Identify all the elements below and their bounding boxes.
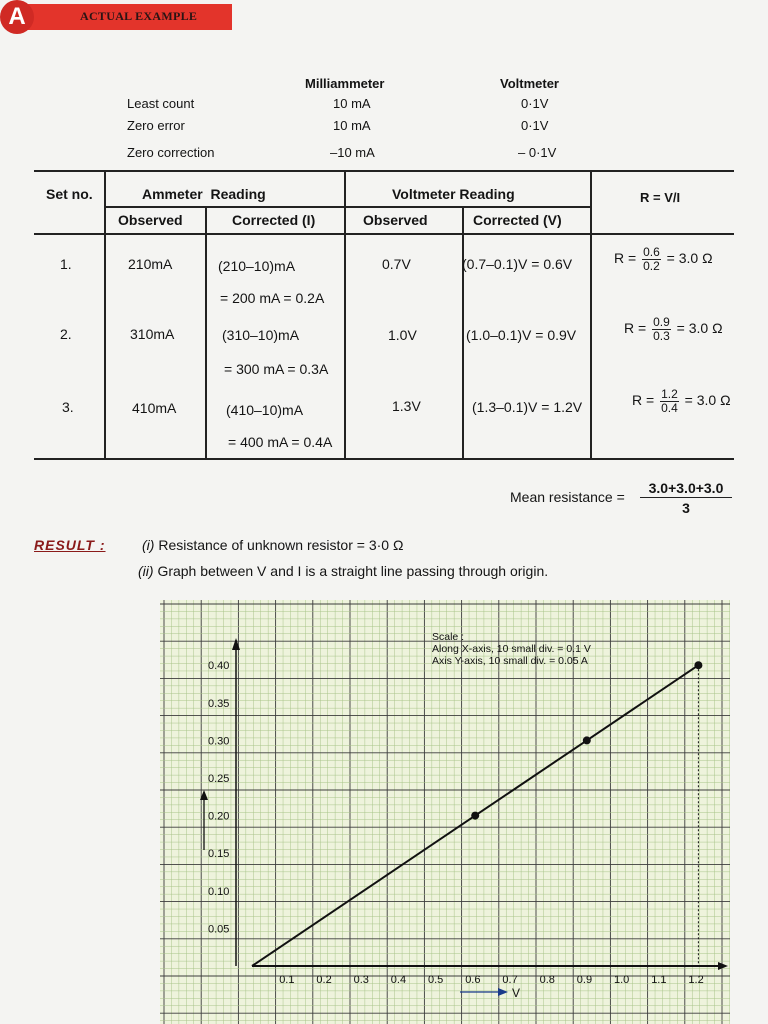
result-item-1-prefix: (i)	[142, 537, 155, 553]
x-tick-label: 0.4	[390, 974, 407, 986]
y-tick-label: 0.40	[208, 660, 230, 673]
row2-ammeter-corrected-result: = 300 mA = 0.3A	[224, 361, 329, 377]
result-item-2	[138, 563, 548, 579]
voltmeter-reading-header: Voltmeter Reading	[392, 186, 515, 202]
result-label: RESULT :	[34, 537, 106, 553]
data-point	[471, 812, 479, 820]
row3-voltmeter-corrected: (1.3–0.1)V = 1.2V	[472, 399, 583, 415]
row2-voltmeter-observed: 1.0V	[388, 327, 417, 343]
zero-error-milli: 10 mA	[333, 118, 371, 133]
mean-denominator: 3	[682, 500, 690, 516]
table-col-line	[344, 170, 346, 458]
scale-x-note: Along X-axis, 10 small div. = 0.1 V	[432, 643, 591, 655]
x-tick-label: 0.9	[576, 974, 593, 986]
r-fraction	[642, 246, 661, 273]
r-header: R = V/I	[640, 190, 681, 205]
row1-ammeter-corrected-result: = 200 mA = 0.2A	[220, 290, 325, 306]
r-result: = 3.0 Ω	[676, 320, 723, 337]
data-point	[583, 736, 591, 744]
r-result: = 3.0 Ω	[684, 392, 731, 409]
ammeter-header: Ammeter Reading	[142, 186, 266, 202]
x-tick-label: 0.1	[279, 974, 295, 986]
row3-voltmeter-observed: 1.3V	[392, 398, 421, 414]
row2-setno: 2.	[60, 326, 72, 342]
result-item-1	[142, 537, 403, 553]
r-fraction	[660, 388, 679, 415]
mean-resistance-label: Mean resistance =	[510, 489, 625, 505]
y-tick-label: 0.30	[208, 735, 230, 748]
ammeter-corrected-header: Corrected (I)	[232, 212, 316, 228]
setno-header: Set no.	[46, 186, 93, 202]
row2-voltmeter-corrected: (1.0–0.1)V = 0.9V	[466, 327, 577, 343]
x-tick-label: 0.6	[465, 974, 481, 986]
r-prefix: R =	[614, 250, 637, 267]
table-col-line	[590, 170, 592, 458]
row1-voltmeter-corrected: (0.7–0.1)V = 0.6V	[462, 256, 573, 272]
x-tick-label: 1.1	[651, 974, 667, 986]
row1-setno: 1.	[60, 256, 72, 272]
table-sub-rule	[104, 206, 590, 208]
row2-ammeter-observed: 310mA	[130, 326, 175, 342]
table-col-line	[205, 206, 207, 458]
table-head-rule	[34, 233, 734, 235]
r-prefix: R =	[632, 392, 655, 409]
row1-ammeter-observed: 210mA	[128, 256, 173, 272]
row3-ammeter-corrected: (410–10)mA	[226, 402, 304, 418]
y-tick-label: 0.20	[208, 810, 230, 823]
y-tick-label: 0.05	[208, 923, 230, 936]
row1-resistance	[614, 246, 713, 273]
y-tick-label: 0.15	[208, 848, 230, 861]
row2-resistance	[624, 316, 723, 343]
x-tick-label: 0.3	[353, 974, 369, 986]
ammeter-observed-header: Observed	[118, 212, 183, 228]
result-item-1-text: Resistance of unknown resistor = 3·0 Ω	[158, 537, 404, 553]
r-denominator: 0.2	[643, 259, 660, 273]
zero-error-volt: 0·1V	[521, 118, 549, 133]
voltmeter-corrected-header: Corrected (V)	[473, 212, 562, 228]
r-fraction	[652, 316, 671, 343]
x-tick-label: 0.7	[502, 974, 518, 986]
r-denominator: 0.4	[661, 401, 678, 415]
zero-error-label: Zero error	[127, 118, 185, 133]
row3-setno: 3.	[62, 399, 74, 415]
x-tick-label: 1.0	[614, 974, 630, 986]
table-top-rule	[34, 170, 734, 172]
mean-numerator: 3.0+3.0+3.0	[640, 480, 732, 498]
row3-ammeter-observed: 410mA	[132, 400, 177, 416]
vi-graph	[160, 600, 730, 1024]
least-count-volt: 0·1V	[521, 96, 549, 111]
scale-title: Scale :	[432, 631, 465, 643]
r-denominator: 0.3	[653, 329, 670, 343]
r-numerator: 0.6	[643, 245, 660, 259]
row3-ammeter-corrected-result: = 400 mA = 0.4A	[228, 434, 333, 450]
least-count-milli: 10 mA	[333, 96, 371, 111]
zero-correction-milli: –10 mA	[330, 145, 375, 160]
table-col-line	[462, 206, 464, 458]
zero-correction-label: Zero correction	[127, 145, 215, 160]
table-bottom-rule	[34, 458, 734, 460]
voltmeter-observed-header: Observed	[363, 212, 428, 228]
row1-ammeter-corrected: (210–10)mA	[218, 258, 296, 274]
banner-title: ACTUAL EXAMPLE	[80, 9, 198, 23]
banner-letter: A	[0, 0, 34, 34]
milliammeter-header: Milliammeter	[305, 76, 385, 91]
y-tick-label: 0.35	[208, 697, 230, 710]
x-tick-label: 0.5	[428, 974, 444, 986]
row2-ammeter-corrected: (310–10)mA	[222, 327, 300, 343]
x-tick-label: 0.2	[316, 974, 332, 986]
r-prefix: R =	[624, 320, 647, 337]
zero-correction-volt: – 0·1V	[518, 145, 557, 160]
scale-y-note: Axis Y-axis, 10 small div. = 0.05 A	[432, 655, 588, 667]
table-col-line	[104, 170, 106, 458]
row1-voltmeter-observed: 0.7V	[382, 256, 411, 272]
voltmeter-header: Voltmeter	[500, 76, 559, 91]
least-count-label: Least count	[127, 96, 195, 111]
row3-resistance	[632, 388, 731, 415]
result-item-2-text: Graph between V and I is a straight line passing through origin.	[157, 563, 549, 579]
r-numerator: 1.2	[661, 387, 678, 401]
x-axis-label: V	[512, 986, 521, 1000]
y-tick-label: 0.10	[208, 885, 230, 898]
result-item-2-prefix: (ii)	[138, 563, 154, 579]
y-tick-label: 0.25	[208, 773, 230, 785]
x-tick-label: 0.8	[539, 974, 555, 986]
r-result: = 3.0 Ω	[666, 250, 713, 267]
r-numerator: 0.9	[653, 315, 670, 329]
section-banner	[0, 0, 232, 34]
x-tick-label: 1.2	[688, 974, 704, 986]
